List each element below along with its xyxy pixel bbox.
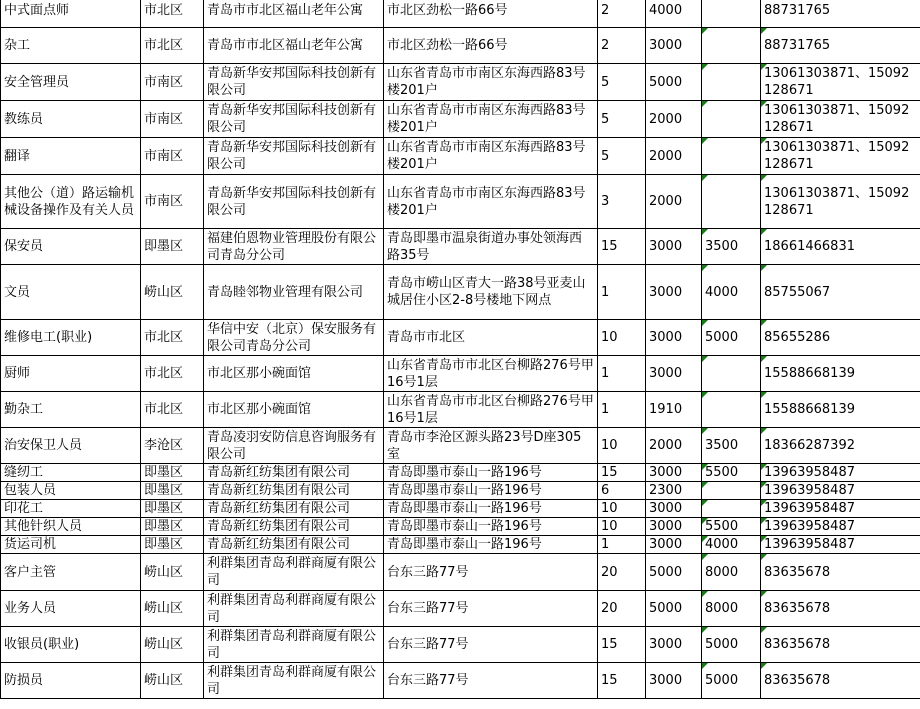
phone-cell[interactable]: 88731765 <box>761 28 920 64</box>
district-cell[interactable]: 即墨区 <box>141 500 204 518</box>
table-row <box>1 500 920 518</box>
company-cell[interactable]: 青岛新红纺集团有限公司 <box>204 518 384 536</box>
job-title-cell[interactable]: 收银员(职业) <box>1 627 141 663</box>
address-cell[interactable]: 青岛即墨市泰山一路196号 <box>384 518 598 536</box>
headcount-cell[interactable]: 1 <box>598 265 646 320</box>
salary-max-cell[interactable] <box>702 356 761 392</box>
address-cell[interactable]: 山东省青岛市市北区台柳路276号甲16号1层 <box>384 356 598 392</box>
table-row <box>1 320 920 356</box>
salary-max-cell[interactable] <box>702 175 761 229</box>
salary-min-cell[interactable]: 4000 <box>646 0 702 28</box>
headcount-cell[interactable]: 1 <box>598 392 646 428</box>
district-cell[interactable]: 市南区 <box>141 101 204 138</box>
job-title-cell[interactable]: 教练员 <box>1 101 141 138</box>
salary-min-cell[interactable]: 2000 <box>646 428 702 464</box>
phone-cell[interactable]: 83635678 <box>761 554 920 591</box>
address-cell[interactable]: 青岛市崂山区青大一路38号亚麦山城居住小区2-8号楼地下网点 <box>384 265 598 320</box>
company-cell[interactable]: 青岛新华安邦国际科技创新有限公司 <box>204 64 384 101</box>
salary-max-cell[interactable]: 3500 <box>702 428 761 464</box>
headcount-cell[interactable]: 5 <box>598 101 646 138</box>
address-cell[interactable]: 山东省青岛市市南区东海西路83号楼201户 <box>384 175 598 229</box>
phone-cell[interactable]: 85655286 <box>761 320 920 356</box>
salary-max-cell[interactable]: 5000 <box>702 320 761 356</box>
phone-cell[interactable]: 13061303871、15092128671 <box>761 138 920 175</box>
headcount-cell[interactable]: 10 <box>598 428 646 464</box>
phone-cell[interactable]: 13963958487 <box>761 518 920 536</box>
district-cell[interactable]: 崂山区 <box>141 265 204 320</box>
headcount-cell[interactable]: 15 <box>598 627 646 663</box>
table-row <box>1 229 920 265</box>
salary-min-cell[interactable]: 3000 <box>646 28 702 64</box>
phone-cell[interactable]: 13963958487 <box>761 464 920 482</box>
headcount-cell[interactable]: 1 <box>598 536 646 554</box>
company-cell[interactable]: 利群集团青岛利群商厦有限公司 <box>204 554 384 591</box>
company-cell[interactable]: 青岛新红纺集团有限公司 <box>204 500 384 518</box>
table-row <box>1 392 920 428</box>
phone-cell[interactable]: 88731765 <box>761 0 920 28</box>
phone-cell[interactable]: 13963958487 <box>761 500 920 518</box>
phone-cell[interactable]: 15588668139 <box>761 356 920 392</box>
table-row <box>1 356 920 392</box>
salary-min-cell[interactable]: 3000 <box>646 536 702 554</box>
company-cell[interactable]: 福建伯恩物业管理股份有限公司青岛分公司 <box>204 229 384 265</box>
phone-cell[interactable]: 13963958487 <box>761 482 920 500</box>
address-cell[interactable]: 台东三路77号 <box>384 591 598 627</box>
salary-min-cell[interactable]: 3000 <box>646 265 702 320</box>
phone-cell[interactable]: 15588668139 <box>761 392 920 428</box>
job-title-cell[interactable]: 维修电工(职业) <box>1 320 141 356</box>
address-cell[interactable]: 青岛即墨市泰山一路196号 <box>384 536 598 554</box>
district-cell[interactable]: 崂山区 <box>141 554 204 591</box>
job-title-cell[interactable]: 业务人员 <box>1 591 141 627</box>
district-cell[interactable]: 即墨区 <box>141 482 204 500</box>
company-cell[interactable]: 青岛市市北区福山老年公寓 <box>204 28 384 64</box>
address-cell[interactable]: 台东三路77号 <box>384 554 598 591</box>
company-cell[interactable]: 利群集团青岛利群商厦有限公司 <box>204 663 384 699</box>
phone-cell[interactable]: 83635678 <box>761 663 920 699</box>
table-row <box>1 518 920 536</box>
salary-max-cell[interactable]: 8000 <box>702 591 761 627</box>
headcount-cell[interactable]: 20 <box>598 591 646 627</box>
job-title-cell[interactable]: 印花工 <box>1 500 141 518</box>
salary-min-cell[interactable]: 3000 <box>646 229 702 265</box>
job-title-cell[interactable]: 翻译 <box>1 138 141 175</box>
address-cell[interactable]: 青岛即墨市泰山一路196号 <box>384 464 598 482</box>
salary-max-cell[interactable]: 5500 <box>702 464 761 482</box>
phone-cell[interactable]: 18661466831 <box>761 229 920 265</box>
job-title-cell[interactable]: 其他公（道）路运输机械设备操作及有关人员 <box>1 175 141 229</box>
table-row <box>1 28 920 64</box>
salary-min-cell[interactable]: 2000 <box>646 175 702 229</box>
phone-cell[interactable]: 18366287392 <box>761 428 920 464</box>
company-cell[interactable]: 市北区那小碗面馆 <box>204 356 384 392</box>
address-cell[interactable]: 青岛即墨市泰山一路196号 <box>384 482 598 500</box>
phone-cell[interactable]: 83635678 <box>761 591 920 627</box>
headcount-cell[interactable]: 10 <box>598 320 646 356</box>
table-row <box>1 627 920 663</box>
headcount-cell[interactable]: 5 <box>598 138 646 175</box>
salary-max-cell[interactable] <box>702 64 761 101</box>
phone-cell[interactable]: 13061303871、15092128671 <box>761 64 920 101</box>
district-cell[interactable]: 市南区 <box>141 64 204 101</box>
headcount-cell[interactable]: 6 <box>598 482 646 500</box>
salary-max-cell[interactable]: 5000 <box>702 627 761 663</box>
headcount-cell[interactable]: 15 <box>598 464 646 482</box>
phone-cell[interactable]: 13963958487 <box>761 536 920 554</box>
address-cell[interactable]: 市北区劲松一路66号 <box>384 0 598 28</box>
job-title-cell[interactable]: 包装人员 <box>1 482 141 500</box>
company-cell[interactable]: 青岛新华安邦国际科技创新有限公司 <box>204 175 384 229</box>
address-cell[interactable]: 山东省青岛市市南区东海西路83号楼201户 <box>384 138 598 175</box>
salary-max-cell[interactable]: 5500 <box>702 518 761 536</box>
phone-cell[interactable]: 83635678 <box>761 627 920 663</box>
table-row <box>1 591 920 627</box>
company-cell[interactable]: 华信中安（北京）保安服务有限公司青岛分公司 <box>204 320 384 356</box>
company-cell[interactable]: 青岛睦邻物业管理有限公司 <box>204 265 384 320</box>
company-cell[interactable]: 青岛新红纺集团有限公司 <box>204 482 384 500</box>
headcount-cell[interactable]: 10 <box>598 518 646 536</box>
district-cell[interactable]: 市北区 <box>141 320 204 356</box>
job-title-cell[interactable]: 厨师 <box>1 356 141 392</box>
salary-max-cell[interactable] <box>702 392 761 428</box>
salary-max-cell[interactable]: 5000 <box>702 663 761 699</box>
job-title-cell[interactable]: 安全管理员 <box>1 64 141 101</box>
district-cell[interactable]: 即墨区 <box>141 536 204 554</box>
job-title-cell[interactable]: 杂工 <box>1 28 141 64</box>
salary-min-cell[interactable]: 3000 <box>646 627 702 663</box>
company-cell[interactable]: 青岛新红纺集团有限公司 <box>204 464 384 482</box>
address-cell[interactable]: 山东省青岛市市南区东海西路83号楼201户 <box>384 64 598 101</box>
phone-cell[interactable]: 13061303871、15092128671 <box>761 175 920 229</box>
phone-cell[interactable]: 85755067 <box>761 265 920 320</box>
company-cell[interactable]: 利群集团青岛利群商厦有限公司 <box>204 627 384 663</box>
district-cell[interactable]: 市南区 <box>141 175 204 229</box>
company-cell[interactable]: 青岛市市北区福山老年公寓 <box>204 0 384 28</box>
headcount-cell[interactable]: 1 <box>598 356 646 392</box>
company-cell[interactable]: 青岛新华安邦国际科技创新有限公司 <box>204 138 384 175</box>
salary-min-cell[interactable]: 2000 <box>646 101 702 138</box>
salary-min-cell[interactable]: 3000 <box>646 464 702 482</box>
district-cell[interactable]: 市北区 <box>141 28 204 64</box>
table-row <box>1 428 920 464</box>
address-cell[interactable]: 山东省青岛市市北区台柳路276号甲16号1层 <box>384 392 598 428</box>
salary-max-cell[interactable]: 4000 <box>702 536 761 554</box>
salary-max-cell[interactable]: 3500 <box>702 229 761 265</box>
table-row <box>1 663 920 699</box>
table-row <box>1 536 920 554</box>
district-cell[interactable]: 市北区 <box>141 356 204 392</box>
company-cell[interactable]: 利群集团青岛利群商厦有限公司 <box>204 591 384 627</box>
table-row <box>1 554 920 591</box>
address-cell[interactable]: 青岛即墨市温泉街道办事处领海西路35号 <box>384 229 598 265</box>
phone-cell[interactable]: 13061303871、15092128671 <box>761 101 920 138</box>
address-cell[interactable]: 青岛即墨市泰山一路196号 <box>384 500 598 518</box>
job-title-cell[interactable]: 治安保卫人员 <box>1 428 141 464</box>
job-title-cell[interactable]: 缝纫工 <box>1 464 141 482</box>
table-row <box>1 101 920 138</box>
table-row <box>1 482 920 500</box>
salary-min-cell[interactable]: 1910 <box>646 392 702 428</box>
headcount-cell[interactable]: 3 <box>598 175 646 229</box>
salary-max-cell[interactable] <box>702 482 761 500</box>
job-title-cell[interactable]: 其他针织人员 <box>1 518 141 536</box>
address-cell[interactable]: 台东三路77号 <box>384 627 598 663</box>
district-cell[interactable]: 市北区 <box>141 392 204 428</box>
salary-max-cell[interactable]: 8000 <box>702 554 761 591</box>
salary-min-cell[interactable]: 5000 <box>646 554 702 591</box>
salary-max-cell[interactable] <box>702 500 761 518</box>
company-cell[interactable]: 青岛新华安邦国际科技创新有限公司 <box>204 101 384 138</box>
address-cell[interactable]: 山东省青岛市市南区东海西路83号楼201户 <box>384 101 598 138</box>
headcount-cell[interactable]: 15 <box>598 663 646 699</box>
salary-max-cell[interactable] <box>702 28 761 64</box>
headcount-cell[interactable]: 15 <box>598 229 646 265</box>
headcount-cell[interactable]: 10 <box>598 500 646 518</box>
headcount-cell[interactable]: 2 <box>598 28 646 64</box>
salary-min-cell[interactable]: 2000 <box>646 138 702 175</box>
district-cell[interactable]: 即墨区 <box>141 518 204 536</box>
table-row <box>1 138 920 175</box>
job-title-cell[interactable]: 勤杂工 <box>1 392 141 428</box>
job-title-cell[interactable]: 保安员 <box>1 229 141 265</box>
company-cell[interactable]: 青岛凌羽安防信息咨询服务有限公司 <box>204 428 384 464</box>
address-cell[interactable]: 台东三路77号 <box>384 663 598 699</box>
job-title-cell[interactable]: 中式面点师 <box>1 0 141 28</box>
company-cell[interactable]: 市北区那小碗面馆 <box>204 392 384 428</box>
table-row <box>1 265 920 320</box>
salary-min-cell[interactable]: 3000 <box>646 320 702 356</box>
job-title-cell[interactable]: 文员 <box>1 265 141 320</box>
salary-max-cell[interactable] <box>702 0 761 28</box>
salary-max-cell[interactable] <box>702 101 761 138</box>
table-row <box>1 175 920 229</box>
district-cell[interactable]: 市南区 <box>141 138 204 175</box>
address-cell[interactable]: 青岛市李沧区源头路23号D座305室 <box>384 428 598 464</box>
table-row <box>1 64 920 101</box>
table-row <box>1 464 920 482</box>
salary-min-cell[interactable]: 3000 <box>646 356 702 392</box>
district-cell[interactable]: 李沧区 <box>141 428 204 464</box>
headcount-cell[interactable]: 5 <box>598 64 646 101</box>
district-cell[interactable]: 即墨区 <box>141 464 204 482</box>
job-title-cell[interactable]: 客户主管 <box>1 554 141 591</box>
salary-max-cell[interactable] <box>702 138 761 175</box>
company-cell[interactable]: 青岛新红纺集团有限公司 <box>204 536 384 554</box>
district-cell[interactable]: 崂山区 <box>141 663 204 699</box>
salary-min-cell[interactable]: 3000 <box>646 500 702 518</box>
district-cell[interactable]: 崂山区 <box>141 591 204 627</box>
address-cell[interactable]: 市北区劲松一路66号 <box>384 28 598 64</box>
district-cell[interactable]: 崂山区 <box>141 627 204 663</box>
address-cell[interactable]: 青岛市市北区 <box>384 320 598 356</box>
table-row <box>1 0 920 28</box>
headcount-cell[interactable]: 20 <box>598 554 646 591</box>
headcount-cell[interactable]: 2 <box>598 0 646 28</box>
district-cell[interactable]: 即墨区 <box>141 229 204 265</box>
salary-min-cell[interactable]: 3000 <box>646 518 702 536</box>
salary-max-cell[interactable]: 4000 <box>702 265 761 320</box>
salary-min-cell[interactable]: 5000 <box>646 591 702 627</box>
job-title-cell[interactable]: 防损员 <box>1 663 141 699</box>
job-title-cell[interactable]: 货运司机 <box>1 536 141 554</box>
salary-min-cell[interactable]: 3000 <box>646 663 702 699</box>
salary-min-cell[interactable]: 5000 <box>646 64 702 101</box>
salary-min-cell[interactable]: 2300 <box>646 482 702 500</box>
district-cell[interactable]: 市北区 <box>141 0 204 28</box>
